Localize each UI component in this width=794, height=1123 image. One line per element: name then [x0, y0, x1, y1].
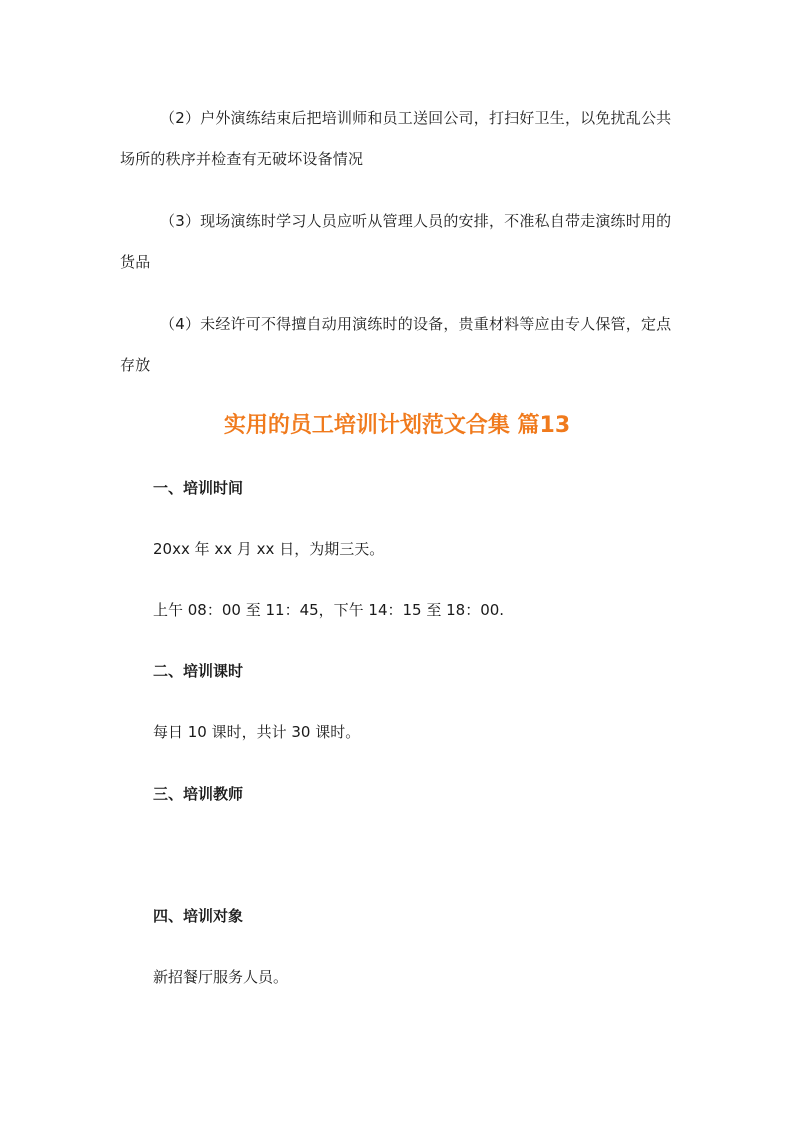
item-text: 户外演练结束后把培训师和员工送回公司，打扫好卫生，以免扰乱公共场所的秩序并检查有无破坏设备情况 — [120, 109, 672, 168]
list-item-4 — [120, 304, 680, 386]
item-number: （3） — [160, 212, 201, 230]
heading-training-teacher: 三、培训教师 — [153, 785, 244, 803]
training-hours-line: 每日 10 课时，共计 30 课时。 — [153, 723, 361, 741]
training-target-line: 新招餐厅服务人员。 — [153, 968, 289, 986]
section-title: 实用的员工培训计划范文合集 篇13 — [223, 413, 571, 438]
training-schedule-line: 上午 08：00 至 11：45，下午 14：15 至 18：00. — [153, 601, 505, 619]
heading-training-time: 一、培训时间 — [153, 479, 244, 497]
heading-training-target: 四、培训对象 — [153, 907, 244, 925]
heading-training-hours: 二、培训课时 — [153, 662, 244, 680]
item-number: （4） — [160, 315, 201, 333]
item-text: 现场演练时学习人员应听从管理人员的安排，不准私自带走演练时用的货品 — [120, 212, 672, 271]
training-date-line: 20xx 年 xx 月 xx 日，为期三天。 — [153, 540, 385, 558]
list-item-2 — [120, 98, 680, 180]
item-number: （2） — [160, 109, 201, 127]
list-item-3 — [120, 201, 680, 283]
item-text: 未经许可不得擅自动用演练时的设备，贵重材料等应由专人保管，定点存放 — [120, 315, 672, 374]
